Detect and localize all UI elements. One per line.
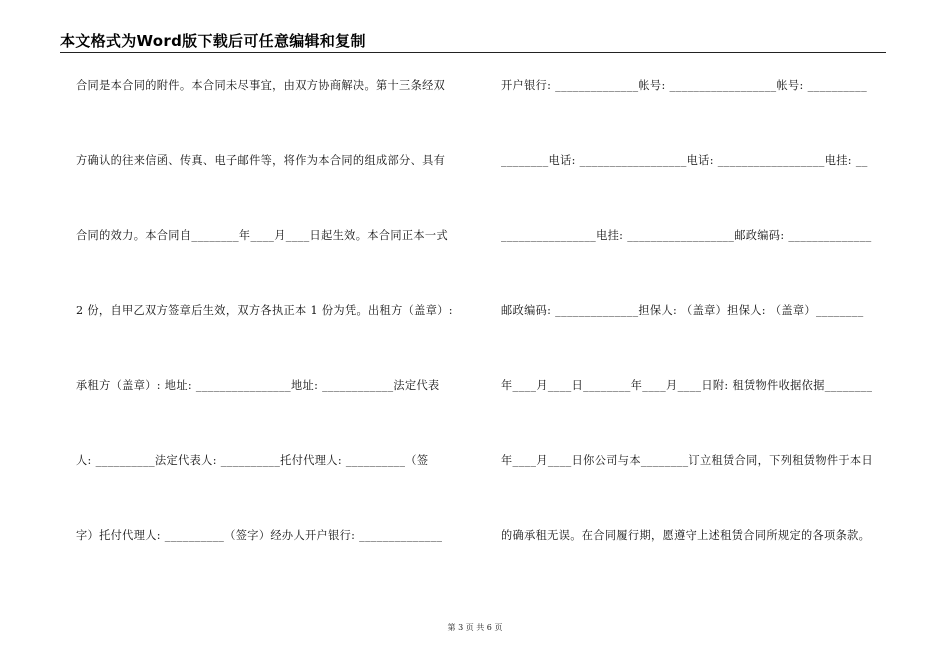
text-line: 邮政编码: ______________担保人: （盖章）担保人: （盖章）________	[501, 304, 864, 317]
text-line: 2 份，自甲乙双方签章后生效，双方各执正本 1 份为凭。出租方（盖章）:	[76, 304, 453, 317]
text-line: 字）托付代理人: __________（签字）经办人开户银行: ______________	[76, 529, 443, 542]
text-line: 合同是本合同的附件。本合同未尽事宜，由双方协商解决。第十三条经双	[76, 79, 446, 92]
text-line: ________电话: __________________电话: __________________电挂: __	[501, 154, 868, 167]
page-number-footer: 第 3 页 共 6 页	[447, 623, 503, 632]
text-line: 年____月____日________年____月____日附: 租赁物件收据依据________	[501, 379, 873, 392]
text-line: ________________电挂: __________________邮政编码: ______________	[501, 229, 872, 242]
text-line: 年____月____日你公司与本________订立租赁合同，下列租赁物件于本日	[501, 454, 874, 467]
text-line: 承租方（盖章）: 地址: ________________地址: ____________法定代表	[76, 379, 440, 392]
left-text-column	[76, 0, 468, 672]
text-line: 方确认的往来信函、传真、电子邮件等，将作为本合同的组成部分、具有	[76, 154, 446, 167]
text-line: 人: __________法定代表人: __________托付代理人: __________（签	[76, 454, 429, 467]
right-text-column	[501, 0, 887, 672]
text-line: 开户银行: ______________帐号: __________________帐号: __________	[501, 79, 868, 92]
text-line: 的确承租无误。在合同履行期，愿遵守上述租赁合同所规定的各项条款。	[501, 529, 871, 542]
text-line: 合同的效力。本合同自________年____月____日起生效。本合同正本一式	[76, 229, 449, 242]
document-header-title: 本文格式为Word版下载后可任意编辑和复制	[60, 32, 366, 50]
